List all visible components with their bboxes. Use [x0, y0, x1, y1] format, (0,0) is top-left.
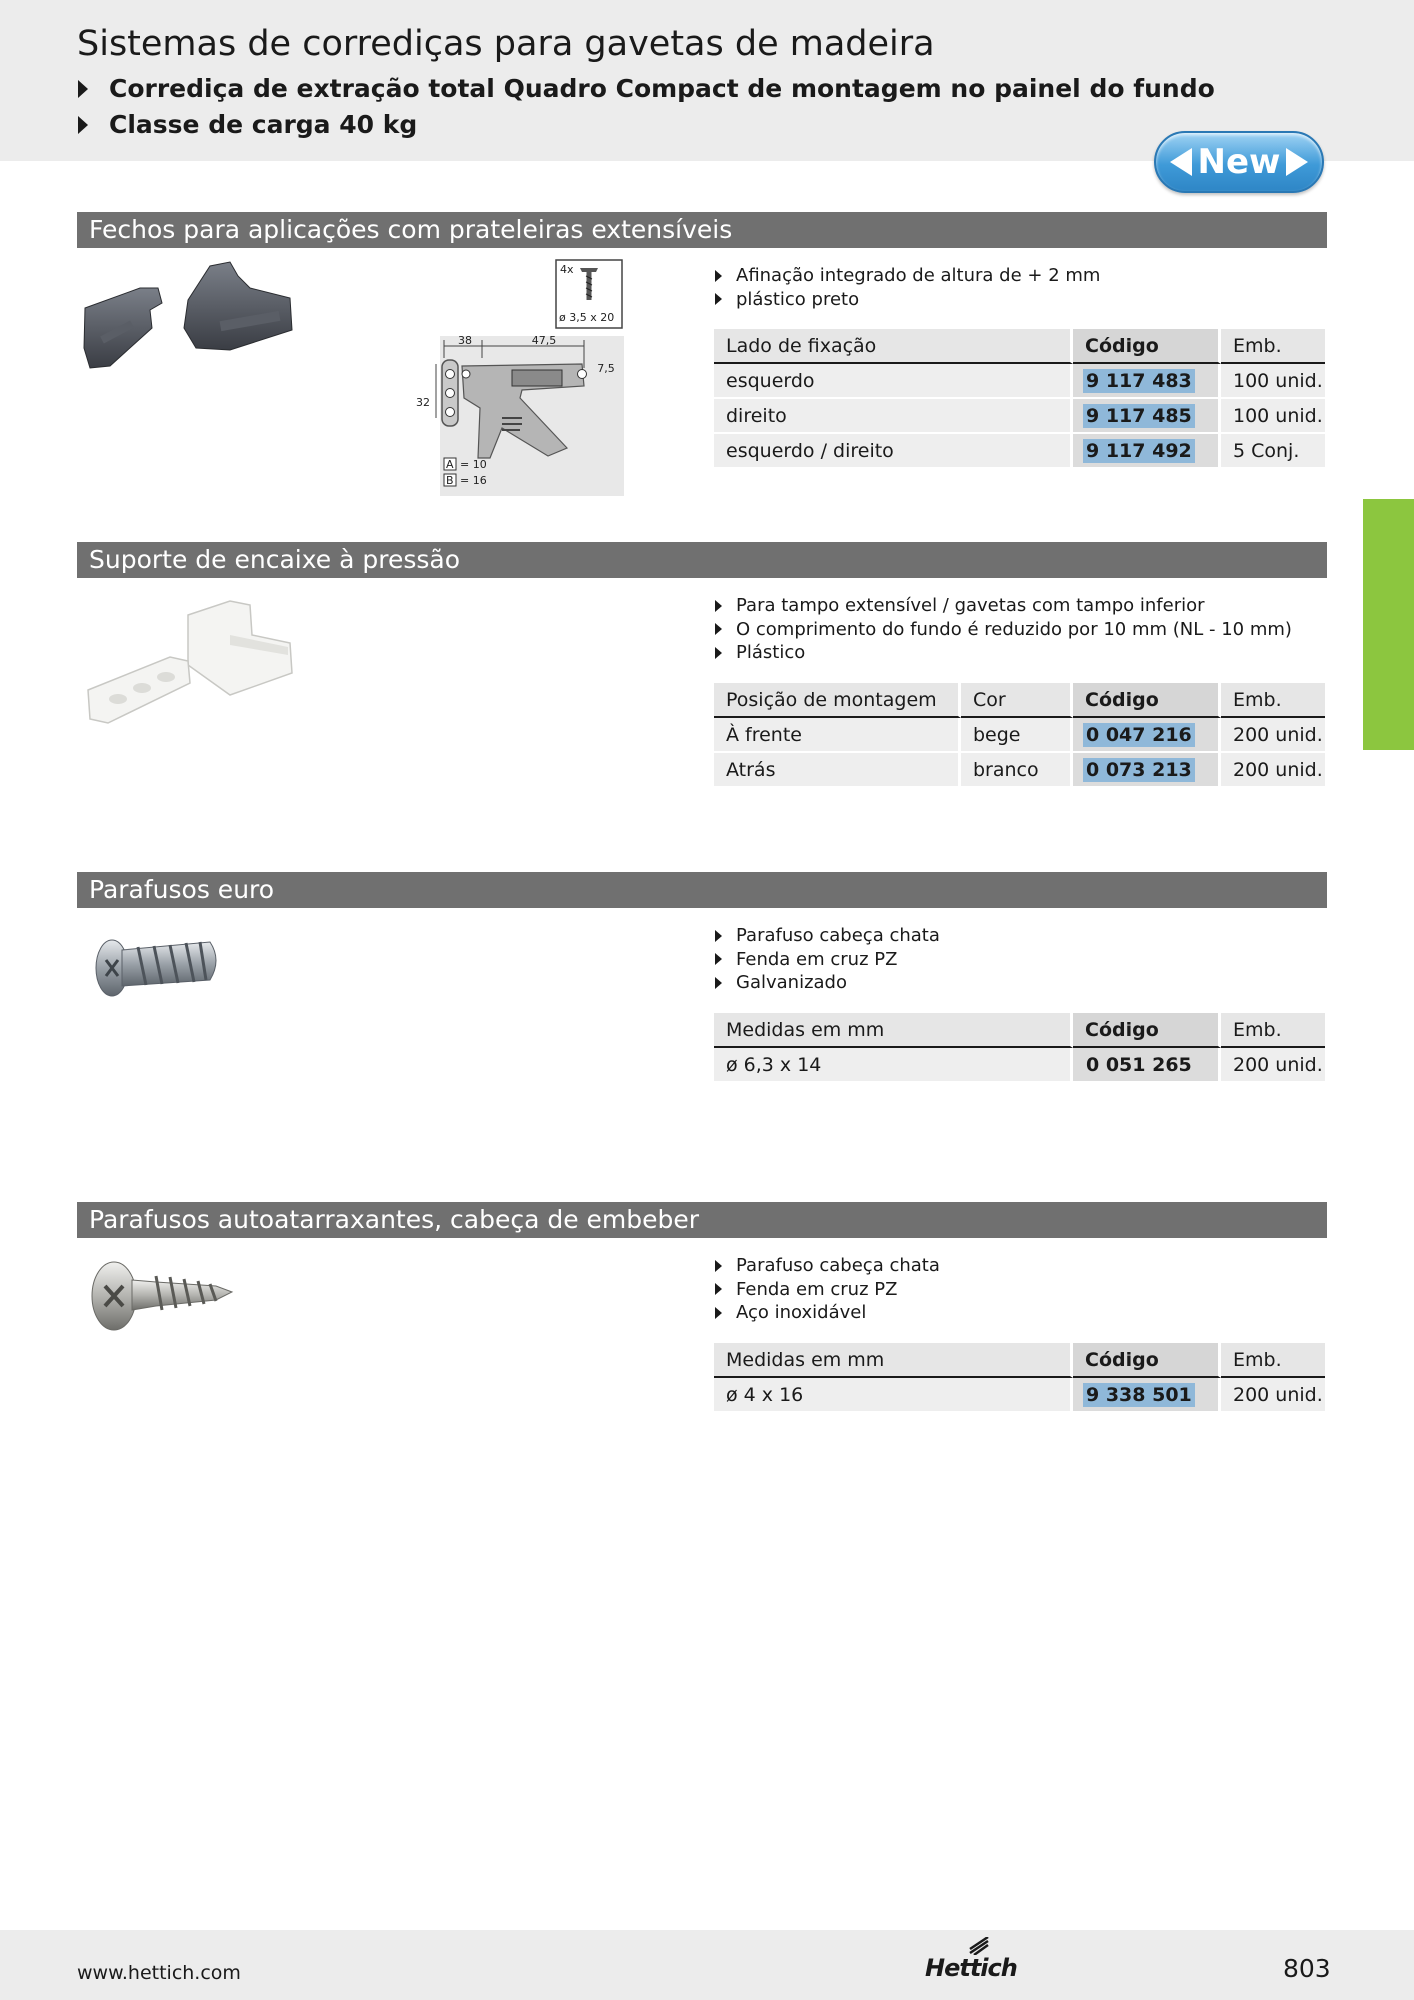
feature-item: Fenda em cruz PZ — [715, 1278, 940, 1302]
bullet-triangle-icon — [715, 647, 722, 659]
cell-pack: 5 Conj. — [1221, 434, 1325, 469]
code-link[interactable]: 9 117 485 — [1083, 404, 1195, 428]
bullet-triangle-icon — [715, 623, 722, 635]
snap-on-support-image — [80, 595, 300, 730]
page-number: 803 — [1283, 1954, 1331, 1983]
product-table — [714, 1343, 1325, 1413]
product-table — [714, 329, 1325, 469]
table-row — [714, 718, 1325, 753]
cell-color: bege — [961, 718, 1073, 753]
code-link[interactable]: 9 338 501 — [1083, 1383, 1195, 1407]
legend-a-letter: A — [446, 458, 454, 471]
column-header: Cor — [961, 683, 1073, 718]
column-header: Emb. — [1221, 329, 1325, 364]
table-row — [714, 399, 1325, 434]
dim-7-5-label: 7,5 — [597, 362, 615, 375]
screw-count-label: 4x — [560, 263, 574, 276]
feature-item: Parafuso cabeça chata — [715, 1254, 940, 1278]
feature-item: Aço inoxidável — [715, 1301, 940, 1325]
column-header: Medidas em mm — [714, 1343, 1073, 1378]
code-link[interactable]: 9 117 492 — [1083, 439, 1195, 463]
column-header: Emb. — [1221, 1013, 1325, 1048]
cell-pack: 200 unid. — [1221, 718, 1325, 753]
subtitle-2 — [78, 110, 417, 139]
legend-b-letter: B — [446, 474, 454, 487]
feature-item: Para tampo extensível / gavetas com tampo inferior — [715, 594, 1292, 618]
arrow-left-icon — [1170, 148, 1192, 176]
cell-size: ø 4 x 16 — [714, 1378, 1073, 1413]
bullet-triangle-icon — [715, 953, 722, 965]
code-link[interactable]: 0 047 216 — [1083, 723, 1195, 747]
catch-dimension-diagram — [402, 258, 624, 496]
bullet-triangle-icon — [78, 116, 88, 134]
cell-position: Atrás — [714, 753, 961, 788]
section-title: Parafusos autoatarraxantes, cabeça de embeber — [77, 1202, 1327, 1238]
dim-47-5-label: 47,5 — [531, 334, 557, 347]
brand-logo: Hettich — [925, 1954, 1017, 1982]
cell-code[interactable] — [1073, 1048, 1221, 1083]
cell-color: branco — [961, 753, 1073, 788]
bullet-triangle-icon — [715, 930, 722, 942]
table-header-row — [714, 683, 1325, 718]
cell-code[interactable] — [1073, 1378, 1221, 1413]
section-title: Fechos para aplicações com prateleiras extensíveis — [77, 212, 1327, 248]
table-header-row — [714, 1013, 1325, 1048]
column-header: Emb. — [1221, 683, 1325, 718]
column-header: Emb. — [1221, 1343, 1325, 1378]
cell-side: esquerdo / direito — [714, 434, 1073, 469]
product-table — [714, 1013, 1325, 1083]
column-header: Lado de fixação — [714, 329, 1073, 364]
code-link[interactable]: 9 117 483 — [1083, 369, 1195, 393]
footer-url-link[interactable]: www.hettich.com — [77, 1962, 241, 1984]
cell-pack: 200 unid. — [1221, 753, 1325, 788]
screw-size-label: ø 3,5 x 20 — [559, 311, 615, 324]
bullet-triangle-icon — [715, 600, 722, 612]
bullet-triangle-icon — [715, 270, 722, 282]
dim-32-label: 32 — [416, 396, 430, 409]
new-badge-label: New — [1197, 142, 1281, 182]
legend-b-value: = 16 — [460, 474, 487, 487]
subtitle-text: Classe de carga 40 kg — [109, 110, 418, 139]
feature-item: Galvanizado — [715, 971, 940, 995]
cell-side: direito — [714, 399, 1073, 434]
euro-screw-image — [88, 920, 228, 1010]
legend-a-value: = 10 — [460, 458, 487, 471]
table-row — [714, 1048, 1325, 1083]
column-header: Medidas em mm — [714, 1013, 1073, 1048]
table-row — [714, 434, 1325, 469]
dim-38-label: 38 — [458, 334, 472, 347]
cell-code[interactable] — [1073, 364, 1221, 399]
bullet-triangle-icon — [78, 80, 88, 98]
column-header-code: Código — [1073, 1343, 1221, 1378]
countersunk-tapping-screw-image — [86, 1250, 236, 1340]
feature-list — [715, 924, 940, 995]
cell-pack: 200 unid. — [1221, 1378, 1325, 1413]
page-title: Sistemas de corrediças para gavetas de madeira — [77, 24, 935, 64]
table-header-row — [714, 329, 1325, 364]
feature-list — [715, 594, 1292, 665]
feature-list — [715, 264, 1100, 311]
table-header-row — [714, 1343, 1325, 1378]
section-title: Suporte de encaixe à pressão — [77, 542, 1327, 578]
cell-code[interactable] — [1073, 753, 1221, 788]
feature-item: Plástico — [715, 641, 1292, 665]
bullet-triangle-icon — [715, 977, 722, 989]
chapter-side-tab[interactable] — [1363, 499, 1414, 750]
table-row — [714, 753, 1325, 788]
new-badge[interactable] — [1154, 131, 1324, 193]
cell-position: À frente — [714, 718, 961, 753]
hettich-logo-icon — [968, 1937, 990, 1955]
arrow-right-icon — [1286, 148, 1308, 176]
bullet-triangle-icon — [715, 293, 722, 305]
column-header: Posição de montagem — [714, 683, 961, 718]
cell-pack: 100 unid. — [1221, 364, 1325, 399]
table-row — [714, 1378, 1325, 1413]
feature-item: plástico preto — [715, 288, 1100, 312]
section-title: Parafusos euro — [77, 872, 1327, 908]
product-table — [714, 683, 1325, 788]
feature-list — [715, 1254, 940, 1325]
bullet-triangle-icon — [715, 1307, 722, 1319]
subtitle-text: Corrediça de extração total Quadro Compact de montagem no painel do fundo — [109, 74, 1215, 103]
column-header-code: Código — [1073, 1013, 1221, 1048]
code-link[interactable]: 0 051 265 — [1086, 1053, 1192, 1076]
cell-code[interactable] — [1073, 434, 1221, 469]
feature-item: Fenda em cruz PZ — [715, 948, 940, 972]
subtitle-1 — [78, 74, 1215, 103]
cell-side: esquerdo — [714, 364, 1073, 399]
column-header-code: Código — [1073, 329, 1221, 364]
plastic-catch-pair-image — [80, 258, 295, 378]
cell-code[interactable] — [1073, 718, 1221, 753]
cell-code[interactable] — [1073, 399, 1221, 434]
bullet-triangle-icon — [715, 1283, 722, 1295]
cell-pack: 100 unid. — [1221, 399, 1325, 434]
cell-size: ø 6,3 x 14 — [714, 1048, 1073, 1083]
feature-item: O comprimento do fundo é reduzido por 10 mm (NL - 10 mm) — [715, 618, 1292, 642]
bullet-triangle-icon — [715, 1260, 722, 1272]
column-header-code: Código — [1073, 683, 1221, 718]
table-row — [714, 364, 1325, 399]
diagram-screw-icon — [580, 268, 598, 272]
cell-pack: 200 unid. — [1221, 1048, 1325, 1083]
feature-item: Parafuso cabeça chata — [715, 924, 940, 948]
code-link[interactable]: 0 073 213 — [1083, 758, 1195, 782]
feature-item: Afinação integrado de altura de + 2 mm — [715, 264, 1100, 288]
